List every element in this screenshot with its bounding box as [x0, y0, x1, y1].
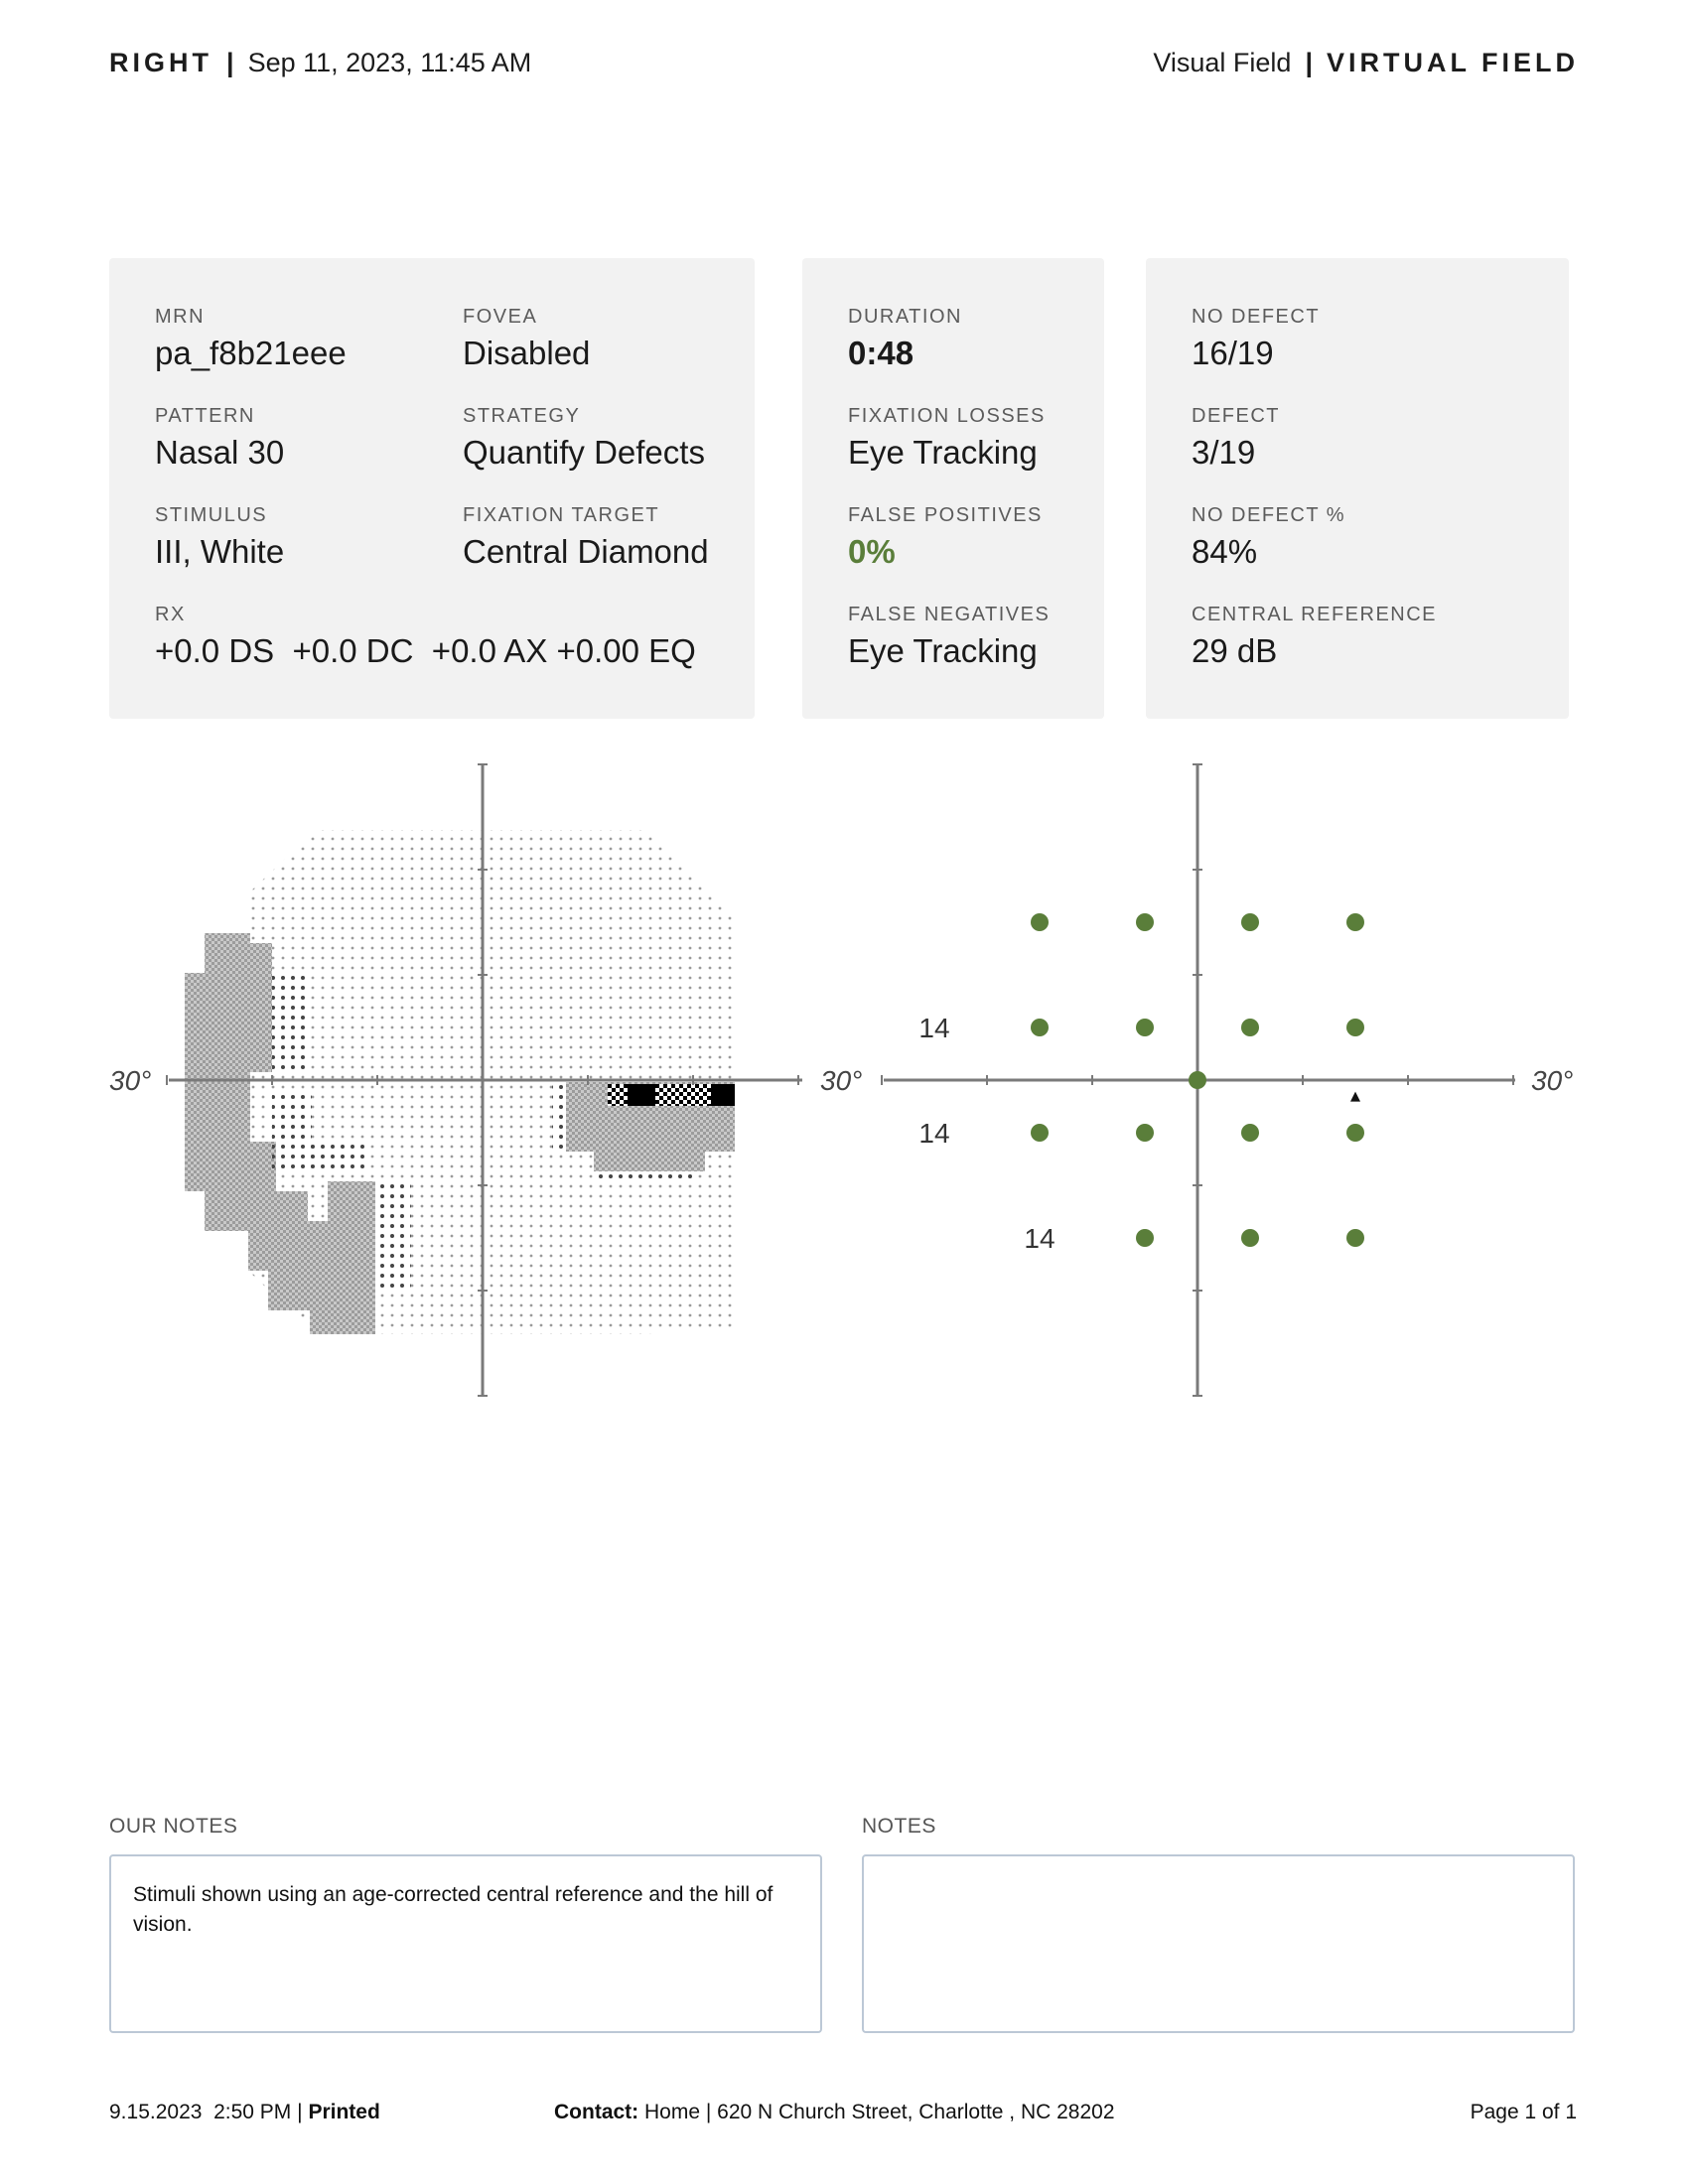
seen-point: [1031, 913, 1049, 931]
notes-label: NOTES: [862, 1815, 936, 1838]
blind-spot-marker: [1350, 1092, 1360, 1102]
printed-date: 9.15.2023 2:50 PM |: [109, 2101, 309, 2123]
defect-value: 3/19: [1192, 434, 1256, 471]
mrn-label: MRN: [155, 306, 206, 328]
stimulus-value: III, White: [155, 533, 285, 570]
no-defect-label: NO DEFECT: [1192, 306, 1321, 328]
seen-point: [1136, 1124, 1154, 1142]
mrn-value: pa_f8b21eee: [155, 335, 347, 371]
brand-name: VIRTUAL FIELD: [1327, 48, 1579, 77]
seen-point: [1136, 1229, 1154, 1247]
our-notes-box: [109, 1854, 822, 2033]
threshold-value: 14: [918, 1118, 950, 1149]
report-footer: [109, 2101, 1577, 2130]
seen-point: [1346, 913, 1364, 931]
contact-info: [554, 2101, 1115, 2124]
no-defect-percent-label: NO DEFECT %: [1192, 504, 1346, 526]
threshold-value: 14: [918, 1013, 950, 1043]
eye-side: RIGHT: [109, 48, 212, 77]
strategy-value: Quantify Defects: [463, 434, 705, 471]
fixation-losses-label: FIXATION LOSSES: [848, 405, 1046, 427]
page-number: Page 1 of 1: [1470, 2101, 1577, 2123]
seen-point: [1241, 1229, 1259, 1247]
test-datetime: Sep 11, 2023, 11:45 AM: [247, 48, 532, 77]
rx-value: +0.0 DS +0.0 DC +0.0 AX +0.00 EQ: [155, 632, 696, 669]
seen-point: [1241, 913, 1259, 931]
point-plot-points: [918, 913, 1364, 1254]
fixation-losses-value: Eye Tracking: [848, 434, 1038, 471]
seen-point: [1136, 1019, 1154, 1036]
printed-info: [109, 2101, 380, 2124]
central-reference-value: 29 dB: [1192, 632, 1278, 669]
fixation-target-value: Central Diamond: [463, 533, 709, 570]
seen-point: [1136, 913, 1154, 931]
point-plot-degree-right: 30°: [1531, 1065, 1574, 1096]
seen-point: [1031, 1124, 1049, 1142]
our-notes-text: Stimuli shown using an age-corrected central reference and the hill of vision.: [133, 1883, 774, 1936]
seen-point: [1346, 1124, 1364, 1142]
point-plot-degree-left: 30°: [820, 1065, 863, 1096]
stimulus-label: STIMULUS: [155, 504, 268, 526]
test-name: Visual Field: [1153, 48, 1292, 77]
printed-label: Printed: [308, 2101, 380, 2123]
seen-point: [1031, 1019, 1049, 1036]
duration-label: DURATION: [848, 306, 962, 328]
grayscale-map: [109, 764, 802, 1396]
duration-value: 0:48: [848, 335, 914, 371]
contact-label: Contact:: [554, 2101, 639, 2123]
seen-point: [1346, 1019, 1364, 1036]
fovea-value: Disabled: [463, 335, 591, 371]
central-reference-label: CENTRAL REFERENCE: [1192, 604, 1438, 625]
threshold-point-plot: [820, 764, 1573, 1396]
our-notes-label: OUR NOTES: [109, 1815, 238, 1838]
strategy-label: STRATEGY: [463, 405, 581, 427]
rx-label: RX: [155, 604, 186, 625]
seen-point: [1346, 1229, 1364, 1247]
seen-point: [1189, 1071, 1206, 1089]
fovea-label: FOVEA: [463, 306, 538, 328]
false-positives-label: FALSE POSITIVES: [848, 504, 1043, 526]
no-defect-percent-value: 84%: [1192, 533, 1258, 570]
seen-point: [1241, 1019, 1259, 1036]
false-negatives-value: Eye Tracking: [848, 632, 1038, 669]
seen-point: [1241, 1124, 1259, 1142]
no-defect-value: 16/19: [1192, 335, 1274, 371]
pattern-label: PATTERN: [155, 405, 255, 427]
threshold-value: 14: [1024, 1223, 1055, 1254]
header-separator: |: [226, 48, 234, 77]
defect-label: DEFECT: [1192, 405, 1280, 427]
false-positives-value: 0%: [848, 533, 896, 570]
contact-text: Home | 620 N Church Street, Charlotte , NC 28202: [638, 2101, 1115, 2123]
header-separator: |: [1305, 48, 1313, 77]
false-negatives-label: FALSE NEGATIVES: [848, 604, 1051, 625]
pattern-value: Nasal 30: [155, 434, 285, 471]
grayscale-degree-label: 30°: [109, 1065, 152, 1096]
fixation-target-label: FIXATION TARGET: [463, 504, 660, 526]
notes-box[interactable]: [862, 1854, 1575, 2033]
